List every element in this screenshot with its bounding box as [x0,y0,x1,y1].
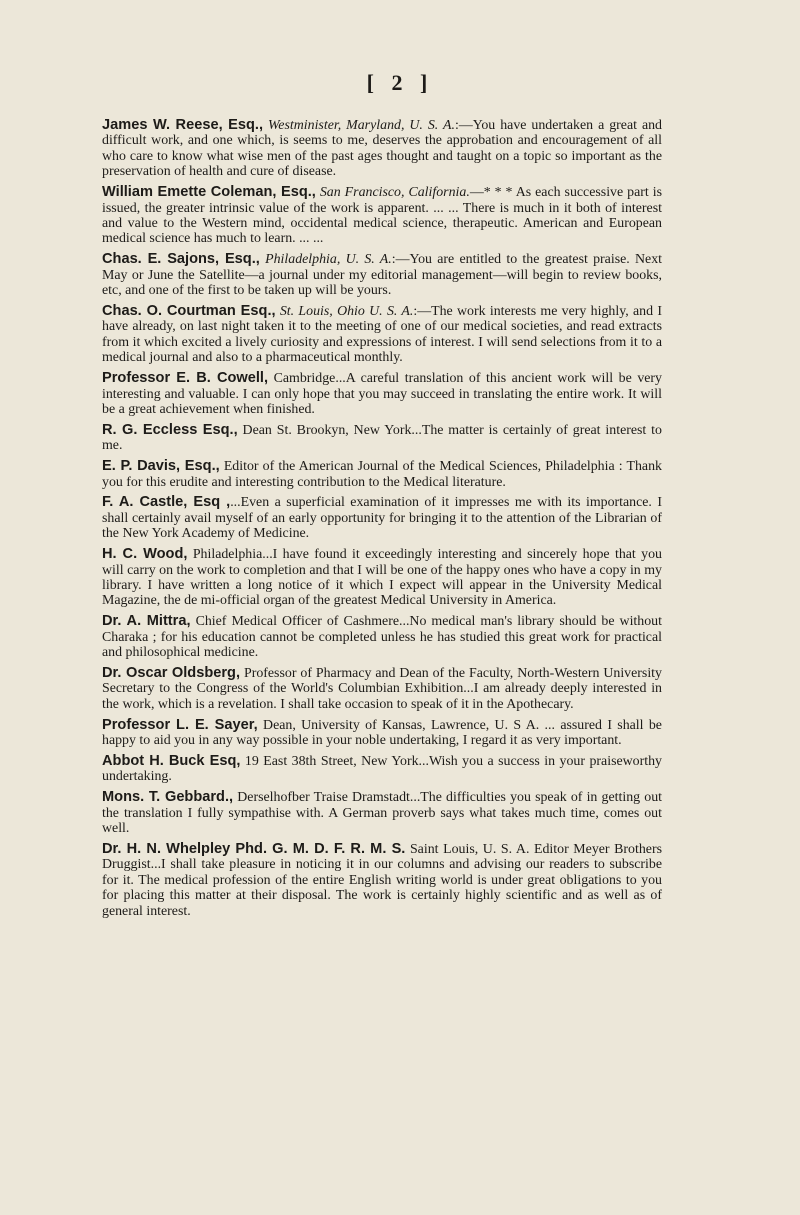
testimonial-text: :—You are entitled to the greatest praise. Next May or June the Satellite—a journal under my editorial management—will begin to review books, etc, and one of the first to be taken up will be yours. [102,252,662,299]
testimonials-list [102,118,662,925]
testimonial-entry [102,423,662,454]
testimonial-text: :—The work interests me very highly, and I have already, on last night taken it to the meeting of one of our medical societies, and read extracts from it which excited a lively curiosity and expressions of interest. I will send selections from it to a medical journal and also to a pharmaceutical monthly. [102,303,662,366]
author-name: Dr. Oscar Oldsberg, [102,665,241,681]
author-name: James W. Reese, Esq., [102,117,264,133]
author-name: F. A. Castle, Esq , [102,494,231,511]
testimonial-text: Saint Louis, U. S. A. Editor Meyer Brothers Druggist...I shall take pleasure in noticing it in our columns and advising our readers to subscribe for it. The medical profession of the entire English writing world is under great obligations to you for placing this matter at their disposal. The work is certainly highly scientific and as well as of general interest. [102,842,662,919]
author-name: Chas. E. Sajons, Esq., [102,251,260,268]
testimonial-entry [102,118,662,180]
testimonial-entry [102,718,662,749]
testimonial-text: 19 East 38th Street, New York...Wish you a success in your praiseworthy undertaking. [102,754,662,785]
author-name: Professor L. E. Sayer, [102,716,258,733]
author-name: R. G. Eccless Esq., [102,421,238,438]
testimonial-entry [102,495,662,541]
author-name: William Emette Coleman, Esq., [102,184,316,201]
testimonial-text: —* * * As each successive part is issued, the greater intrinsic value of the work is apparent. ... ... There is much in it both of interest and value to the Western mind, occidental medical science, therapeutic. American and European medical science has much to learn. ... ... [102,185,662,247]
author-name: Dr. H. N. Whelpley Phd. G. M. D. F. R. M. S. [102,841,406,858]
testimonial-text: Professor of Pharmacy and Dean of the Faculty, North-Western University Secretary to the Congress of the World's Columbian Exhibition...I am already deeply interested in the work, which is a revelation. I shall take occasion to speak of it in the Apothecary. [102,666,662,712]
testimonial-text: Dean St. Brookyn, New York...The matter is certainly of great interest to me. [102,422,662,454]
testimonial-entry [102,304,662,366]
testimonial-text: Chief Medical Officer of Cashmere...No medical man's library should be without Charaka ; for his education cannot be completed unless he has studied this great work for practical and philosophical medicine. [102,614,662,661]
testimonial-text: Derselhofber Traise Dramstadt...The difficulties you speak of in getting out the translation I fully sympathise with. A German proverb says what takes much time, comes out well. [102,790,663,837]
author-name: E. P. Davis, Esq., [102,458,220,475]
testimonial-entry [102,185,662,247]
author-location: San Francisco, California. [319,185,470,201]
author-name: Chas. O. Courtman Esq., [102,302,276,319]
testimonial-entry [102,371,662,417]
testimonial-entry [102,842,662,919]
testimonial-entry [102,666,662,712]
testimonial-text: Dean, University of Kansas, Lawrence, U. S A. ... assured I shall be happy to aid you in any way possible in your noble undertaking, I regard it as very important. [102,717,662,749]
author-location: St. Louis, Ohio U. S. A. [279,303,414,319]
testimonial-text: Editor of the American Journal of the Medical Sciences, Philadelphia : Thank you for this erudite and interesting contribution to the Medical literature. [102,459,662,490]
testimonial-text: Cambridge...A careful translation of this ancient work will be very interesting and valuable. I can only hope that you may succeed in translating the entire work. It will be a great achievement when finished. [102,371,662,417]
author-location: Westminister, Maryland, U. S. A. [268,118,455,133]
testimonial-entry [102,614,662,660]
testimonial-entry [102,754,662,785]
testimonial-text: :—You have undertaken a great and difficult work, and one which, is seems to me, deserves the approbation and encouragement of all who care to know what wise men of the past ages thought and taught on a topic so important as the preservation of health and cure of disease. [102,118,662,180]
author-name: Mons. T. Gebbard., [102,789,234,806]
testimonial-text: Philadelphia...I have found it exceedingly interesting and sincerely hope that you will carry on the work to completion and that I will be one of the happy ones who have a copy in my library. I have written a long notice of it which I expect will appear in the University Medical Magazine, the de mi-official organ of the greatest Medical University in America. [102,547,662,609]
author-location: Philadelphia, U. S. A. [265,252,392,268]
author-name: Abbot H. Buck Esq, [102,753,241,770]
author-name: H. C. Wood, [102,546,188,563]
testimonial-text: ...Even a superficial examination of it impresses me with its importance. I shall certainly avail myself of an early opportunity for bringing it to the attention of the Librarian of the New York Academy of Medicine. [102,495,662,542]
author-name: Dr. A. Mittra, [102,613,191,630]
testimonial-entry [102,459,662,490]
page-number: [ 2 ] [366,70,434,95]
testimonial-entry [102,790,662,836]
testimonial-entry [102,252,662,298]
author-name: Professor E. B. Cowell, [102,370,269,387]
testimonial-entry [102,547,662,609]
